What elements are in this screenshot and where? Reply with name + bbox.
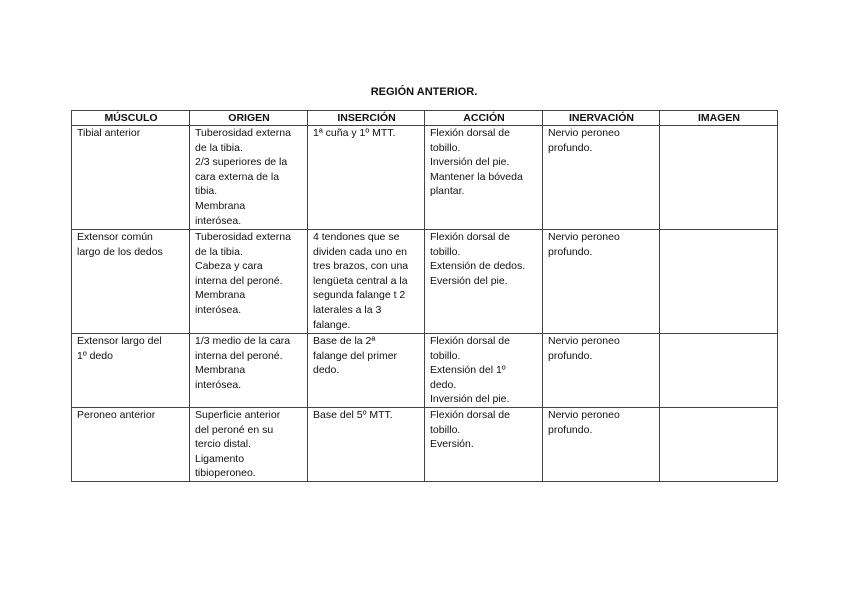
cell-musculo	[72, 408, 190, 482]
accion-text-line: tobillo.	[430, 141, 461, 154]
cell-insercion	[308, 408, 425, 482]
cell-musculo	[72, 230, 190, 334]
cell-inervacion	[543, 126, 660, 230]
cell-origen	[190, 334, 308, 408]
header-musculo: MÚSCULO	[72, 111, 190, 126]
cell-inervacion	[543, 408, 660, 482]
muscle-table	[71, 110, 778, 482]
insercion-text-line: falange.	[313, 318, 351, 331]
origen-text-line: interósea.	[195, 378, 242, 391]
header-origen: ORIGEN	[190, 111, 308, 126]
origen-text-line: 2/3 superiores de la	[195, 156, 288, 169]
header-imagen: IMAGEN	[660, 111, 778, 126]
insercion-text-line: tres brazos, con una	[313, 260, 409, 273]
inervacion-text-line: Nervio peroneo	[548, 335, 620, 347]
musculo-text-line: Extensor largo del	[77, 335, 162, 347]
insercion-text-line: segunda falange t 2	[313, 289, 406, 302]
origen-text-line: cara externa de la	[195, 170, 280, 183]
inervacion-text-line: profundo.	[548, 423, 593, 436]
cell-accion	[425, 230, 543, 334]
cell-insercion	[308, 126, 425, 230]
origen-text-line: del peroné en su	[195, 423, 274, 436]
origen-text-line: tibia.	[195, 185, 218, 198]
header-insercion: INSERCIÓN	[308, 111, 425, 126]
cell-accion	[425, 126, 543, 230]
cell-imagen	[660, 334, 778, 408]
origen-text-line: Membrana	[195, 289, 246, 302]
inervacion-text-line: profundo.	[548, 245, 593, 258]
accion-text-line: plantar.	[430, 185, 465, 198]
table-header-row	[72, 111, 778, 126]
origen-text-line: tibioperoneo.	[195, 467, 256, 480]
insercion-text-line: Base del 5º MTT.	[313, 409, 393, 421]
cell-origen	[190, 126, 308, 230]
page-title: REGIÓN ANTERIOR.	[370, 86, 478, 98]
insercion-text-line: 4 tendones que se	[313, 231, 400, 243]
accion-text-line: Flexión dorsal de	[430, 335, 510, 347]
origen-text-line: interósea.	[195, 303, 242, 316]
cell-musculo	[72, 334, 190, 408]
musculo-text-line: Peroneo anterior	[77, 409, 156, 421]
accion-text-line: tobillo.	[430, 423, 461, 436]
inervacion-text-line: Nervio peroneo	[548, 127, 620, 139]
cell-origen	[190, 408, 308, 482]
cell-imagen	[660, 230, 778, 334]
insercion-text-line: laterales a la 3	[313, 303, 382, 316]
accion-text-line: Flexión dorsal de	[430, 231, 510, 243]
musculo-text-line: Extensor común	[77, 231, 153, 243]
table-row	[72, 334, 778, 408]
accion-text-line: Eversión.	[430, 438, 474, 451]
inervacion-text-line: Nervio peroneo	[548, 231, 620, 243]
insercion-text-line: dividen cada uno en	[313, 245, 407, 258]
origen-text-line: tercio distal.	[195, 438, 252, 451]
accion-text-line: Extensión del 1º	[430, 364, 506, 377]
origen-text-line: 1/3 medio de la cara	[195, 335, 291, 347]
musculo-text-line: Tibial anterior	[77, 127, 141, 139]
cell-insercion	[308, 334, 425, 408]
inervacion-text-line: Nervio peroneo	[548, 409, 620, 421]
accion-text-line: Mantener la bóveda	[430, 170, 523, 183]
origen-text-line: de la tibia.	[195, 245, 243, 258]
origen-text-line: interna del peroné.	[195, 349, 283, 362]
origen-text-line: Cabeza y cara	[195, 260, 263, 273]
insercion-text-line: falange del primer	[313, 349, 398, 362]
cell-imagen	[660, 408, 778, 482]
origen-text-line: interósea.	[195, 214, 242, 227]
table-row	[72, 126, 778, 230]
table-row	[72, 230, 778, 334]
cell-inervacion	[543, 230, 660, 334]
inervacion-text-line: profundo.	[548, 349, 593, 362]
accion-text-line: tobillo.	[430, 349, 461, 362]
accion-text-line: dedo.	[430, 378, 457, 391]
origen-text-line: Ligamento	[195, 452, 245, 465]
origen-text-line: interna del peroné.	[195, 274, 283, 287]
origen-text-line: Superficie anterior	[195, 409, 281, 421]
cell-accion	[425, 334, 543, 408]
cell-insercion	[308, 230, 425, 334]
cell-accion	[425, 408, 543, 482]
insercion-text-line: Base de la 2ª	[313, 335, 376, 347]
musculo-text-line: 1º dedo	[77, 349, 113, 362]
table-row	[72, 408, 778, 482]
accion-text-line: Eversión del pie.	[430, 274, 508, 287]
origen-text-line: Membrana	[195, 364, 246, 377]
cell-musculo	[72, 126, 190, 230]
accion-text-line: Inversión del pie.	[430, 156, 510, 169]
origen-text-line: Tuberosidad externa	[195, 231, 291, 243]
inervacion-text-line: profundo.	[548, 141, 593, 154]
cell-inervacion	[543, 334, 660, 408]
header-accion: ACCIÓN	[425, 111, 543, 126]
origen-text-line: Tuberosidad externa	[195, 127, 291, 139]
musculo-text-line: largo de los dedos	[77, 245, 163, 258]
origen-text-line: de la tibia.	[195, 141, 243, 154]
accion-text-line: Extensión de dedos.	[430, 260, 526, 273]
insercion-text-line: dedo.	[313, 364, 340, 377]
header-inervacion: INERVACIÓN	[543, 111, 660, 126]
cell-origen	[190, 230, 308, 334]
accion-text-line: Flexión dorsal de	[430, 127, 510, 139]
origen-text-line: Membrana	[195, 199, 246, 212]
insercion-text-line: lengüeta central a la	[313, 274, 408, 287]
accion-text-line: Flexión dorsal de	[430, 409, 510, 421]
insercion-text-line: 1ª cuña y 1º MTT.	[313, 127, 396, 139]
accion-text-line: tobillo.	[430, 245, 461, 258]
cell-imagen	[660, 126, 778, 230]
accion-text-line: Inversión del pie.	[430, 393, 510, 406]
